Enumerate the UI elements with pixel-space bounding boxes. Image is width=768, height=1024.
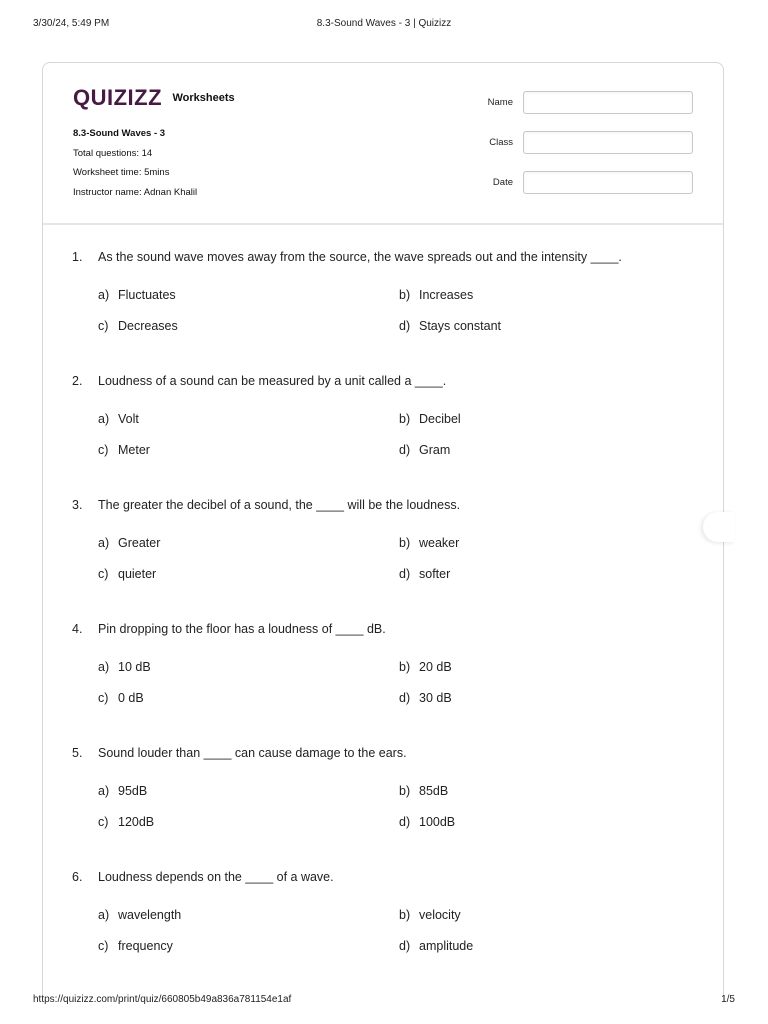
option-letter: a) xyxy=(98,412,110,426)
question-text: Loudness depends on the ____ of a wave. xyxy=(98,870,334,884)
option-d xyxy=(399,939,473,953)
option-d xyxy=(399,815,455,829)
option-text: 10 dB xyxy=(118,660,151,674)
question-text: Sound louder than ____ can cause damage to the ears. xyxy=(98,746,407,760)
option-c xyxy=(98,939,173,953)
question-text: As the sound wave moves away from the source, the wave spreads out and the intensity ____. xyxy=(98,250,622,264)
page-number: 1/5 xyxy=(721,994,735,1005)
answer-options xyxy=(98,288,692,350)
answer-options xyxy=(98,660,692,722)
question-number: 5. xyxy=(72,746,83,760)
question-2 xyxy=(72,374,692,498)
question-number: 4. xyxy=(72,622,83,636)
option-letter: d) xyxy=(399,567,411,581)
question-4 xyxy=(72,622,692,746)
total-questions: Total questions: 14 xyxy=(73,147,153,159)
print-header xyxy=(33,18,735,32)
option-letter: d) xyxy=(399,815,411,829)
option-letter: c) xyxy=(98,815,109,829)
option-letter: b) xyxy=(399,412,411,426)
option-text: Increases xyxy=(419,288,474,302)
answer-options xyxy=(98,412,692,474)
option-c xyxy=(98,815,154,829)
option-a xyxy=(98,784,147,798)
worksheet-header xyxy=(43,63,723,225)
answer-options xyxy=(98,784,692,846)
side-panel-handle[interactable] xyxy=(703,512,735,542)
option-text: 20 dB xyxy=(419,660,452,674)
question-5 xyxy=(72,746,692,870)
option-d xyxy=(399,443,450,457)
option-text: Stays constant xyxy=(419,319,501,333)
question-text: Pin dropping to the floor has a loudness of ____ dB. xyxy=(98,622,386,636)
option-text: Meter xyxy=(118,443,150,457)
question-list xyxy=(72,250,692,994)
date-label: Date xyxy=(492,177,513,188)
option-text: Gram xyxy=(419,443,451,457)
question-text: The greater the decibel of a sound, the ____ will be the loudness. xyxy=(98,498,461,512)
option-b xyxy=(399,536,459,550)
option-b xyxy=(399,412,461,426)
name-field-row xyxy=(473,91,693,131)
print-document-title: 8.3-Sound Waves - 3 | Quizizz xyxy=(316,18,452,29)
option-d xyxy=(399,567,450,581)
option-a xyxy=(98,412,139,426)
option-text: 30 dB xyxy=(419,691,452,705)
option-text: 85dB xyxy=(419,784,449,798)
option-a xyxy=(98,288,176,302)
option-text: Decreases xyxy=(118,319,178,333)
option-c xyxy=(98,319,178,333)
option-letter: c) xyxy=(98,691,109,705)
option-letter: a) xyxy=(98,908,110,922)
option-b xyxy=(399,660,452,674)
option-c xyxy=(98,567,156,581)
option-a xyxy=(98,660,151,674)
option-b xyxy=(399,784,448,798)
student-fields xyxy=(473,91,693,211)
option-text: 95dB xyxy=(118,784,148,798)
option-text: 120dB xyxy=(118,815,155,829)
option-letter: c) xyxy=(98,319,109,333)
option-text: Decibel xyxy=(419,412,461,426)
option-a xyxy=(98,536,160,550)
option-letter: d) xyxy=(399,691,411,705)
print-footer xyxy=(33,994,735,1008)
question-text: Loudness of a sound can be measured by a unit called a ____. xyxy=(98,374,447,388)
quizizz-logo: QUIZIZZ xyxy=(73,85,163,110)
option-d xyxy=(399,691,452,705)
answer-options xyxy=(98,536,692,598)
question-number: 2. xyxy=(72,374,83,388)
option-text: wavelength xyxy=(118,908,182,922)
option-text: amplitude xyxy=(419,939,474,953)
question-6 xyxy=(72,870,692,994)
option-text: Fluctuates xyxy=(118,288,176,302)
option-letter: d) xyxy=(399,443,411,457)
option-letter: c) xyxy=(98,443,109,457)
worksheet-meta xyxy=(73,127,197,205)
logo-subtitle: Worksheets xyxy=(172,92,235,104)
worksheet-time: Worksheet time: 5mins xyxy=(73,167,170,178)
option-letter: b) xyxy=(399,784,411,798)
option-text: 0 dB xyxy=(118,691,144,705)
option-c xyxy=(98,691,144,705)
date-field-row xyxy=(473,171,693,211)
name-label: Name xyxy=(487,97,513,108)
option-text: quieter xyxy=(118,567,157,581)
print-datetime: 3/30/24, 5:49 PM xyxy=(33,18,110,29)
option-text: Volt xyxy=(118,412,139,426)
option-text: weaker xyxy=(419,536,460,550)
option-b xyxy=(399,908,461,922)
question-number: 1. xyxy=(72,250,83,264)
option-text: 100dB xyxy=(419,815,456,829)
option-letter: b) xyxy=(399,660,411,674)
answer-options xyxy=(98,908,692,970)
option-letter: c) xyxy=(98,567,109,581)
question-number: 3. xyxy=(72,498,83,512)
instructor-name: Instructor name: Adnan Khalil xyxy=(73,186,198,198)
question-number: 6. xyxy=(72,870,83,884)
class-field-row xyxy=(473,131,693,171)
class-field[interactable] xyxy=(523,131,693,154)
print-url: https://quizizz.com/print/quiz/660805b49a836a781154e1af xyxy=(33,994,292,1005)
option-a xyxy=(98,908,181,922)
option-letter: c) xyxy=(98,939,109,953)
option-d xyxy=(399,319,501,333)
option-letter: a) xyxy=(98,536,110,550)
option-text: velocity xyxy=(419,908,461,922)
option-letter: d) xyxy=(399,319,411,333)
option-b xyxy=(399,288,473,302)
option-letter: a) xyxy=(98,784,110,798)
option-letter: b) xyxy=(399,536,411,550)
class-label: Class xyxy=(489,137,513,148)
option-letter: b) xyxy=(399,908,411,922)
option-text: softer xyxy=(419,567,451,581)
option-letter: d) xyxy=(399,939,411,953)
question-3 xyxy=(72,498,692,622)
brand xyxy=(73,85,235,111)
option-text: Greater xyxy=(118,536,161,550)
option-text: frequency xyxy=(118,939,173,953)
question-1 xyxy=(72,250,692,374)
option-letter: a) xyxy=(98,660,110,674)
name-field[interactable] xyxy=(523,91,693,114)
option-c xyxy=(98,443,150,457)
date-field[interactable] xyxy=(523,171,693,194)
quiz-title: 8.3-Sound Waves - 3 xyxy=(73,128,166,139)
option-letter: b) xyxy=(399,288,411,302)
option-letter: a) xyxy=(98,288,110,302)
